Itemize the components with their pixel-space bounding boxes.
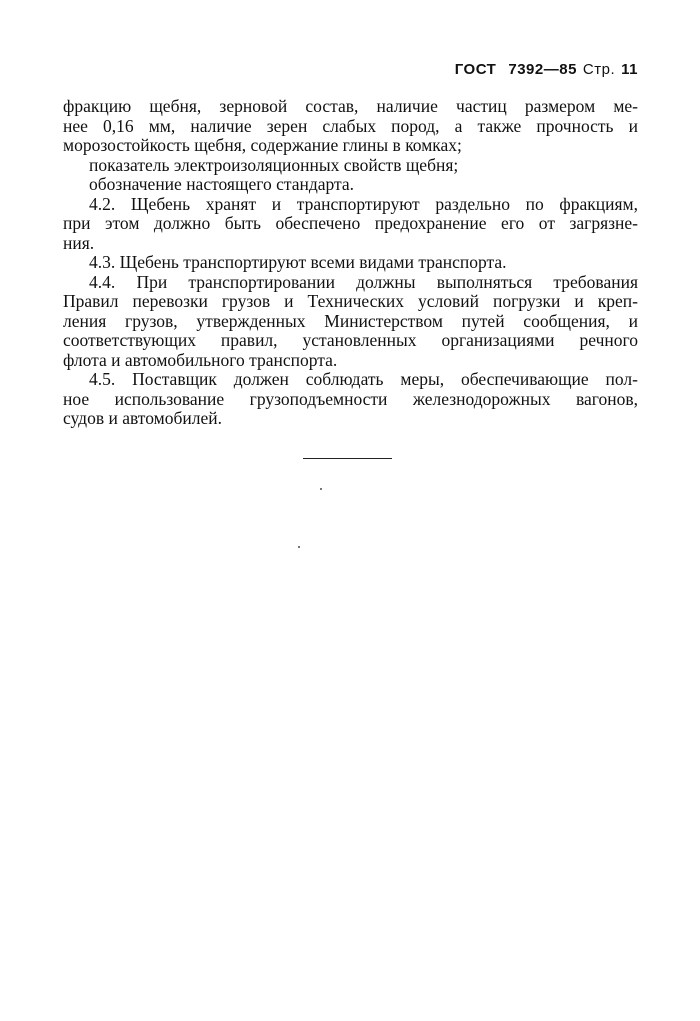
paragraph-4-5-line: 4.5. Поставщик должен соблюдать меры, обеспечивающие пол- [89,370,638,389]
text-line: Правил перевозки грузов и Технических условий погрузки и креп- [63,292,638,311]
paragraph-4-4-line: 4.4. При транспортировании должны выполняться требования [89,272,638,292]
text-line: флота и автомобильного транспорта. [63,350,338,370]
text-line: ное использование грузоподъемности железнодорожных вагонов, [63,389,638,409]
scan-speck [298,546,300,548]
paragraph-4-3-line: 4.3. Щебень транспортируют всеми видами транспорта. [89,253,507,272]
standard-number: 7392—85 [508,61,577,78]
text-line: соответствующих правил, установленных организациями речного [63,331,638,350]
text-line: обозначение настоящего стандарта. [89,175,355,194]
document-body [63,97,638,429]
text-line: фракцию щебня, зерновой состав, наличие частиц размером ме- [63,97,638,116]
text-line: показатель электроизоляционных свойств щебня; [89,155,459,175]
text-line: морозостойкость щебня, содержание глины в комках; [63,136,462,155]
text-line: при этом должно быть обеспечено предохранение его от загрязне- [63,214,638,233]
text-line: судов и автомобилей. [63,409,222,428]
page-header [455,61,638,78]
text-line: ния. [63,233,95,253]
paragraph-4-2-line: 4.2. Щебень хранят и транспортируют раздельно по фракциям, [89,194,638,214]
scan-speck [320,488,322,490]
text-line: ления грузов, утвержденных Министерством путей сообщения, и [63,311,638,331]
standard-label: ГОСТ [454,61,497,78]
page-number: 11 [621,61,638,78]
page-label: Стр. [582,61,616,78]
text-line: нее 0,16 мм, наличие зерен слабых пород, а также прочность и [63,116,638,136]
section-end-rule [303,458,392,459]
